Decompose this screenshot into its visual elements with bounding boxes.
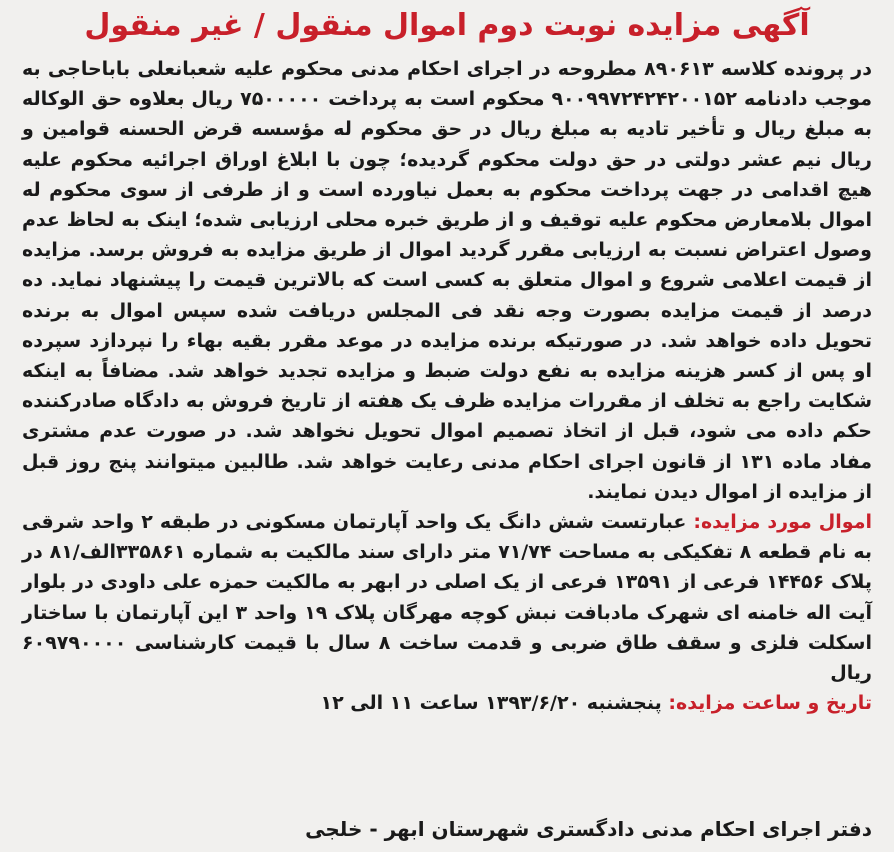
issuer-signature: دفتر اجرای احکام مدنی دادگستری شهرستان ابهر - خلجی: [305, 817, 872, 841]
property-heading: اموال مورد مزایده:: [693, 511, 872, 534]
property-section: [22, 507, 872, 688]
datetime-text: پنجشنبه ۱۳۹۳/۶/۲۰ ساعت ۱۱ الی ۱۲: [320, 692, 669, 715]
property-text: عبارتست شش دانگ یک واحد آپارتمان مسکونی در طبقه ۲ واحد شرقی به نام قطعه ۸ تفکیکی به مساحت ۷۱/۷۴ متر دارای سند مالکیت به شماره ۳۳۵۸۶۱الف/۸۱ در پلاک ۱۴۴۵۶ فرعی از ۱۳۵۹۱ فرعی از یک اصلی در ابهر به مالکیت حمزه علی داودی در بلوار آیت اله خامنه ای شهرک مادبافت نبش کوچه مهرگان پلاک ۱۹ واحد ۳ این آپارتمان با ساختار اسکلت فلزی و سقف طاق ضربی و قدمت ساخت ۸ سال با قیمت کارشناسی ۶۰۹۷۹۰۰۰۰ ریال: [22, 511, 872, 685]
notice-body: در پرونده کلاسه ۸۹۰۶۱۳ مطروحه در اجرای احکام مدنی محکوم علیه شعبانعلی باباحاجی به موجب دادنامه ۹۰۰۹۹۷۲۴۲۴۲۰۰۱۵۲ محکوم است به پرداخت ۷۵۰۰۰۰۰ ریال بعلاوه حق الوکاله به مبلغ ریال و تأخیر تادیه به مبلغ ریال در حق محکوم له مؤسسه قرض الحسنه قوامین و ریال نیم عشر دولتی در حق دولت محکوم گردیده؛ چون با ابلاغ اوراق اجرائیه محکوم علیه هیچ اقدامی در جهت پرداخت محکوم به بعمل نیاورده است و از طرفی از سوی محکوم له اموال بلامعارض محکوم علیه توقیف و از طریق خبره محلی ارزیابی شده؛ اینک به لحاظ عدم وصول اعتراض نسبت به ارزیابی مقرر گردید اموال از طریق مزایده به فروش برسد. مزایده از قیمت اعلامی شروع و اموال متعلق به کسی است که بالاترین قیمت را پیشنهاد نماید. ده درصد از قیمت مزایده بصورت وجه نقد فی المجلس دریافت شده سپس اموال به برنده تحویل داده خواهد شد. در صورتیکه برنده مزایده در موعد مقرر بقیه بهاء را نپردازد سپرده او پس از کسر هزینه مزایده به نفع دولت ضبط و مزایده تجدید خواهد شد. مضافاً به اینکه شکایت راجع به تخلف از مقررات مزایده ظرف یک هفته از تاریخ فروش به دادگاه صادرکننده حکم داده می شود، قبل از اتخاذ تصمیم اموال تحویل نخواهد شد. در صورت عدم مشتری مفاد ماده ۱۳۱ از قانون اجرای احکام مدنی رعایت خواهد شد. طالبین میتوانند پنج روز قبل از مزایده از اموال دیدن نمایند.: [22, 58, 873, 503]
notice-title: آگهی مزایده نوبت دوم اموال منقول / غیر منقول: [84, 8, 810, 43]
datetime-section: [22, 688, 872, 718]
datetime-heading: تاریخ و ساعت مزایده:: [668, 692, 872, 715]
